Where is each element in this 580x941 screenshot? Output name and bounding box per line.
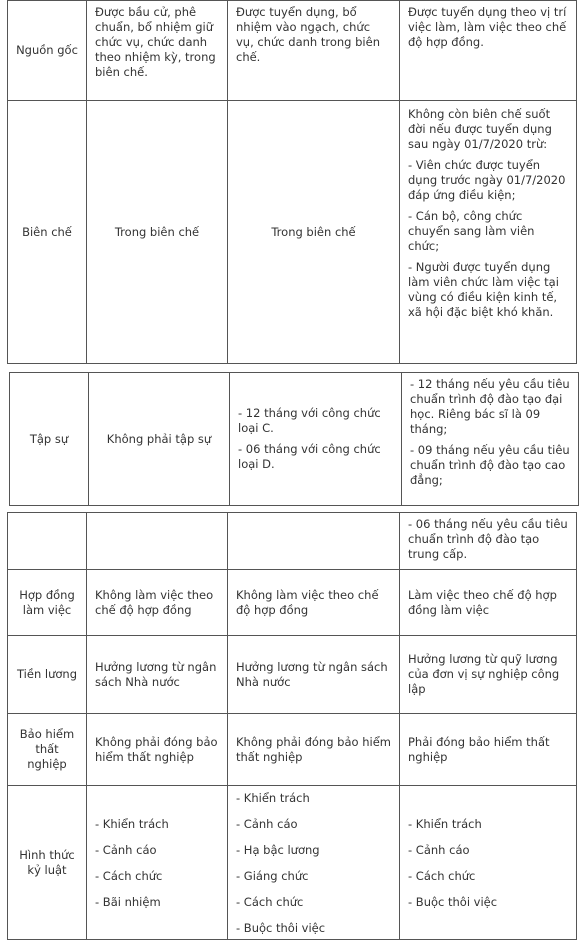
row-label	[7, 101, 87, 363]
paragraph: - 12 tháng với công chức loại C.	[238, 406, 381, 435]
paragraph: - 09 tháng nếu yêu cầu tiêu chuẩn trình độ đào tạo cao đẳng;	[410, 443, 570, 487]
cell-text: - 06 tháng nếu yêu cầu tiêu chuẩn trình độ đào tạo trung cấp.	[408, 517, 568, 561]
row-label	[7, 1, 87, 100]
cell-cong-chuc	[228, 714, 400, 785]
label-text: Tập sự	[29, 431, 69, 446]
row-bao-hiem	[7, 713, 577, 785]
cell-vien-chuc	[400, 636, 577, 713]
label-text: Biên chế	[22, 224, 72, 239]
row-hop-dong	[7, 569, 577, 635]
cell-can-bo	[87, 786, 228, 939]
row-bien-che	[7, 100, 577, 363]
discipline-list	[408, 811, 568, 915]
label-text: Bảo hiểm thất nghiệp	[19, 727, 75, 771]
list-item: - Khiển trách	[95, 816, 169, 831]
cell-vien-chuc	[402, 373, 579, 505]
cell-empty	[87, 513, 228, 569]
row-tap-su	[9, 373, 579, 505]
cell-text: Không làm việc theo chế độ hợp đồng	[236, 587, 379, 617]
cell-text: Hưởng lương từ ngân sách Nhà nước	[95, 659, 217, 689]
label-text: Tiền lương	[17, 667, 77, 681]
list-item: - Cảnh cáo	[408, 842, 470, 857]
cell-text: Hưởng lương từ ngân sách Nhà nước	[236, 659, 388, 689]
row-label-empty	[7, 513, 87, 569]
row-nguon-goc	[7, 1, 577, 100]
row-label	[7, 786, 87, 939]
cell-text: Làm việc theo chế độ hợp đồng làm việc	[408, 587, 557, 617]
list-item: - Cảnh cáo	[95, 842, 157, 857]
cell-vien-chuc	[400, 1, 577, 100]
cell-cong-chuc	[228, 101, 400, 363]
cell-vien-chuc	[400, 714, 577, 785]
list-item: - Cách chức	[95, 868, 163, 883]
list-item: - Cảnh cáo	[236, 816, 298, 831]
cell-text: Không làm việc theo chế độ hợp đồng	[95, 587, 214, 617]
cell-text: Hưởng lương từ quỹ lương của đơn vị sự nghiệp công lập	[408, 652, 560, 696]
paragraph: - Viên chức được tuyển dụng trước ngày 01/7/2020 đáp ứng điều kiện;	[408, 158, 566, 202]
list-item: - Buộc thôi việc	[408, 894, 498, 909]
row-label	[7, 636, 87, 713]
list-item: - Hạ bậc lương	[236, 842, 320, 857]
paragraph: - Người được tuyển dụng làm viên chức làm việc tại vùng có điều kiện kinh tế, xã hội đặc biệt khó khăn.	[408, 260, 559, 319]
row-tap-su-continued	[7, 513, 577, 569]
label-text: Nguồn gốc	[16, 43, 78, 57]
label-text: Hợp đồng làm việc	[19, 587, 75, 617]
discipline-list	[236, 785, 391, 941]
table-fragment-tap-su	[9, 372, 579, 506]
paragraph: Không còn biên chế suốt đời nếu được tuyển dụng sau ngày 01/7/2020 trừ:	[408, 107, 552, 151]
list-item: - Khiển trách	[408, 816, 482, 831]
cell-can-bo	[87, 714, 228, 785]
row-label	[9, 373, 89, 505]
list-item: - Cách chức	[236, 894, 304, 909]
row-ky-luat	[7, 785, 577, 939]
cell-vien-chuc	[400, 101, 577, 363]
cell-can-bo	[87, 1, 228, 100]
cell-vien-chuc	[400, 786, 577, 939]
paragraph: - 12 tháng nếu yêu cầu tiêu chuẩn trình độ đào tạo đại học. Riêng bác sĩ là 09 tháng;	[410, 377, 570, 436]
cell-vien-chuc	[400, 513, 577, 569]
paragraph: - Cán bộ, công chức chuyển sang làm viên chức;	[408, 209, 535, 253]
cell-can-bo	[87, 636, 228, 713]
list-item: - Cách chức	[408, 868, 476, 883]
cell-cong-chuc	[228, 786, 400, 939]
table-fragment-bottom	[7, 512, 577, 940]
cell-cong-chuc	[228, 1, 400, 100]
cell-empty	[228, 513, 400, 569]
table-fragment-top	[7, 0, 577, 364]
cell-text: Được bầu cử, phê chuẩn, bổ nhiệm giữ chức vụ, chức danh theo nhiệm kỳ, trong biên chế.	[95, 5, 216, 79]
cell-text: Trong biên chế	[114, 224, 200, 239]
cell-can-bo	[87, 570, 228, 635]
label-text: Hình thức kỷ luật	[19, 847, 75, 877]
discipline-list	[95, 811, 219, 915]
cell-can-bo	[89, 373, 230, 505]
paragraph: - 06 tháng với công chức loại D.	[238, 442, 381, 471]
list-item: - Khiển trách	[236, 790, 310, 805]
cell-cong-chuc	[230, 373, 402, 505]
cell-text: Không phải đóng bảo hiểm thất nghiệp	[236, 734, 391, 764]
cell-cong-chuc	[228, 570, 400, 635]
cell-text: Không phải tập sự	[106, 431, 212, 446]
cell-text: Được tuyển dụng, bổ nhiệm vào ngạch, chức vụ, chức danh trong biên chế.	[236, 5, 380, 64]
cell-vien-chuc	[400, 570, 577, 635]
cell-cong-chuc	[228, 636, 400, 713]
cell-text: Trong biên chế	[271, 224, 356, 239]
list-item: - Buộc thôi việc	[236, 920, 326, 935]
list-item: - Giáng chức	[236, 868, 309, 883]
cell-can-bo	[87, 101, 228, 363]
row-tien-luong	[7, 635, 577, 713]
list-item: - Bãi nhiệm	[95, 894, 161, 909]
row-label	[7, 714, 87, 785]
cell-text: Được tuyển dụng theo vị trí việc làm, làm việc theo chế độ hợp đồng.	[408, 5, 567, 49]
cell-text: Phải đóng bảo hiểm thất nghiệp	[408, 734, 550, 764]
row-label	[7, 570, 87, 635]
cell-text: Không phải đóng bảo hiểm thất nghiệp	[95, 734, 218, 764]
